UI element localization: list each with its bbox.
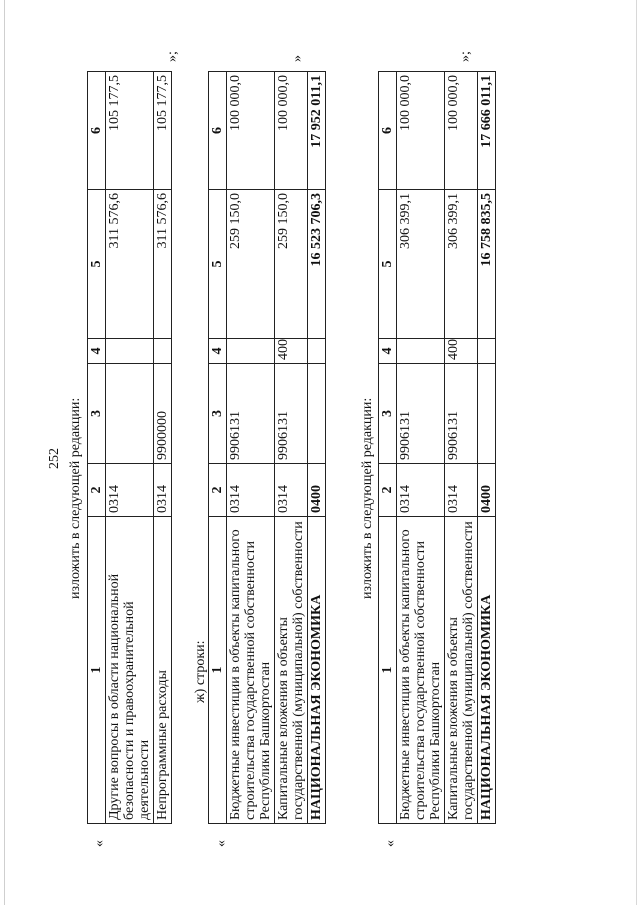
section-code-cell: 0314 bbox=[397, 464, 445, 517]
amount-cell-col6: 100 000,0 bbox=[227, 72, 275, 190]
table-3-header-cell: 1 bbox=[379, 517, 397, 824]
table-3 bbox=[378, 71, 496, 824]
amount-cell-col5: 306 399,1 bbox=[397, 190, 445, 339]
amount-cell-col5: 259 150,0 bbox=[275, 190, 308, 339]
close-quote-1: »; bbox=[165, 51, 180, 62]
close-quote-2: » bbox=[290, 55, 305, 62]
table-1-header-cell: 3 bbox=[88, 364, 106, 464]
expense-type-cell bbox=[397, 339, 445, 364]
amount-cell-col5: 311 576,6 bbox=[154, 190, 172, 339]
open-quote-3: « bbox=[383, 840, 398, 847]
table-row bbox=[106, 72, 154, 824]
target-code-cell: 9900000 bbox=[154, 364, 172, 464]
row-name-cell: Бюджетные инвестиции в объекты капитального строительства государственной собственности Республики Башкортостан bbox=[397, 517, 445, 824]
table-3-header-row bbox=[379, 72, 397, 824]
close-quote-3: »; bbox=[458, 51, 473, 62]
table-row-total bbox=[478, 72, 496, 824]
amount-cell-col6: 100 000,0 bbox=[397, 72, 445, 190]
table-2 bbox=[208, 71, 326, 824]
row-name-cell: Непрограммные расходы bbox=[154, 517, 172, 824]
intro-text-1: изложить в следующей редакции: bbox=[68, 397, 83, 599]
table-1 bbox=[87, 71, 172, 824]
amount-cell-col5: 16 758 835,5 bbox=[478, 190, 496, 339]
amount-cell-col6: 100 000,0 bbox=[445, 72, 478, 190]
table-2-header-cell: 5 bbox=[209, 190, 227, 339]
table-row bbox=[397, 72, 445, 824]
row-name-cell: Бюджетные инвестиции в объекты капитального строительства государственной собственности Республики Башкортостан bbox=[227, 517, 275, 824]
section-code-cell: 0314 bbox=[106, 464, 154, 517]
section-code-cell: 0314 bbox=[227, 464, 275, 517]
section-label: ж) строки: bbox=[193, 640, 208, 703]
open-quote-1: « bbox=[92, 840, 107, 847]
table-3-header-cell: 6 bbox=[379, 72, 397, 190]
intro-text-2: изложить в следующей редакции: bbox=[360, 397, 375, 599]
expense-type-cell bbox=[227, 339, 275, 364]
table-2-header-cell: 3 bbox=[209, 364, 227, 464]
row-name-cell: Капитальные вложения в объекты государственной (муниципальной) собственности bbox=[275, 517, 308, 824]
target-code-cell bbox=[308, 364, 326, 464]
table-1-header-row bbox=[88, 72, 106, 824]
target-code-cell: 9906131 bbox=[397, 364, 445, 464]
table-3-header-cell: 5 bbox=[379, 190, 397, 339]
table-row bbox=[154, 72, 172, 824]
table-3-header-cell: 2 bbox=[379, 464, 397, 517]
table-2-header-cell: 1 bbox=[209, 517, 227, 824]
open-quote-2: « bbox=[214, 840, 229, 847]
row-name-cell: Капитальные вложения в объекты государственной (муниципальной) собственности bbox=[445, 517, 478, 824]
table-1-header-cell: 2 bbox=[88, 464, 106, 517]
section-code-cell: 0314 bbox=[154, 464, 172, 517]
table-2-header-cell: 2 bbox=[209, 464, 227, 517]
expense-type-cell bbox=[308, 339, 326, 364]
target-code-cell: 9906131 bbox=[227, 364, 275, 464]
table-row bbox=[445, 72, 478, 824]
table-2-header-cell: 6 bbox=[209, 72, 227, 190]
table-3-header-cell: 4 bbox=[379, 339, 397, 364]
amount-cell-col6: 105 177,5 bbox=[154, 72, 172, 190]
amount-cell-col5: 306 399,1 bbox=[445, 190, 478, 339]
table-row bbox=[227, 72, 275, 824]
target-code-cell bbox=[106, 364, 154, 464]
target-code-cell: 9906131 bbox=[445, 364, 478, 464]
amount-cell-col5: 259 150,0 bbox=[227, 190, 275, 339]
expense-type-cell: 400 bbox=[275, 339, 308, 364]
amount-cell-col5: 311 576,6 bbox=[106, 190, 154, 339]
section-code-cell: 0400 bbox=[308, 464, 326, 517]
expense-type-cell: 400 bbox=[445, 339, 478, 364]
target-code-cell: 9906131 bbox=[275, 364, 308, 464]
table-row-total bbox=[308, 72, 326, 824]
target-code-cell bbox=[478, 364, 496, 464]
row-name-cell: НАЦИОНАЛЬНАЯ ЭКОНОМИКА bbox=[478, 517, 496, 824]
amount-cell-col5: 16 523 706,3 bbox=[308, 190, 326, 339]
expense-type-cell bbox=[478, 339, 496, 364]
table-2-header-row bbox=[209, 72, 227, 824]
amount-cell-col6: 105 177,5 bbox=[106, 72, 154, 190]
amount-cell-col6: 17 666 011,1 bbox=[478, 72, 496, 190]
section-code-cell: 0314 bbox=[275, 464, 308, 517]
table-1-header-cell: 1 bbox=[88, 517, 106, 824]
table-1-header-cell: 4 bbox=[88, 339, 106, 364]
amount-cell-col6: 100 000,0 bbox=[275, 72, 308, 190]
expense-type-cell bbox=[106, 339, 154, 364]
expense-type-cell bbox=[154, 339, 172, 364]
table-2-header-cell: 4 bbox=[209, 339, 227, 364]
section-code-cell: 0400 bbox=[478, 464, 496, 517]
section-code-cell: 0314 bbox=[445, 464, 478, 517]
table-3-header-cell: 3 bbox=[379, 364, 397, 464]
table-1-header-cell: 5 bbox=[88, 190, 106, 339]
amount-cell-col6: 17 952 011,1 bbox=[308, 72, 326, 190]
row-name-cell: НАЦИОНАЛЬНАЯ ЭКОНОМИКА bbox=[308, 517, 326, 824]
page-number: 252 bbox=[47, 448, 62, 469]
table-1-header-cell: 6 bbox=[88, 72, 106, 190]
row-name-cell: Другие вопросы в области национальной безопасности и правоохранительной деятельности bbox=[106, 517, 154, 824]
table-row bbox=[275, 72, 308, 824]
